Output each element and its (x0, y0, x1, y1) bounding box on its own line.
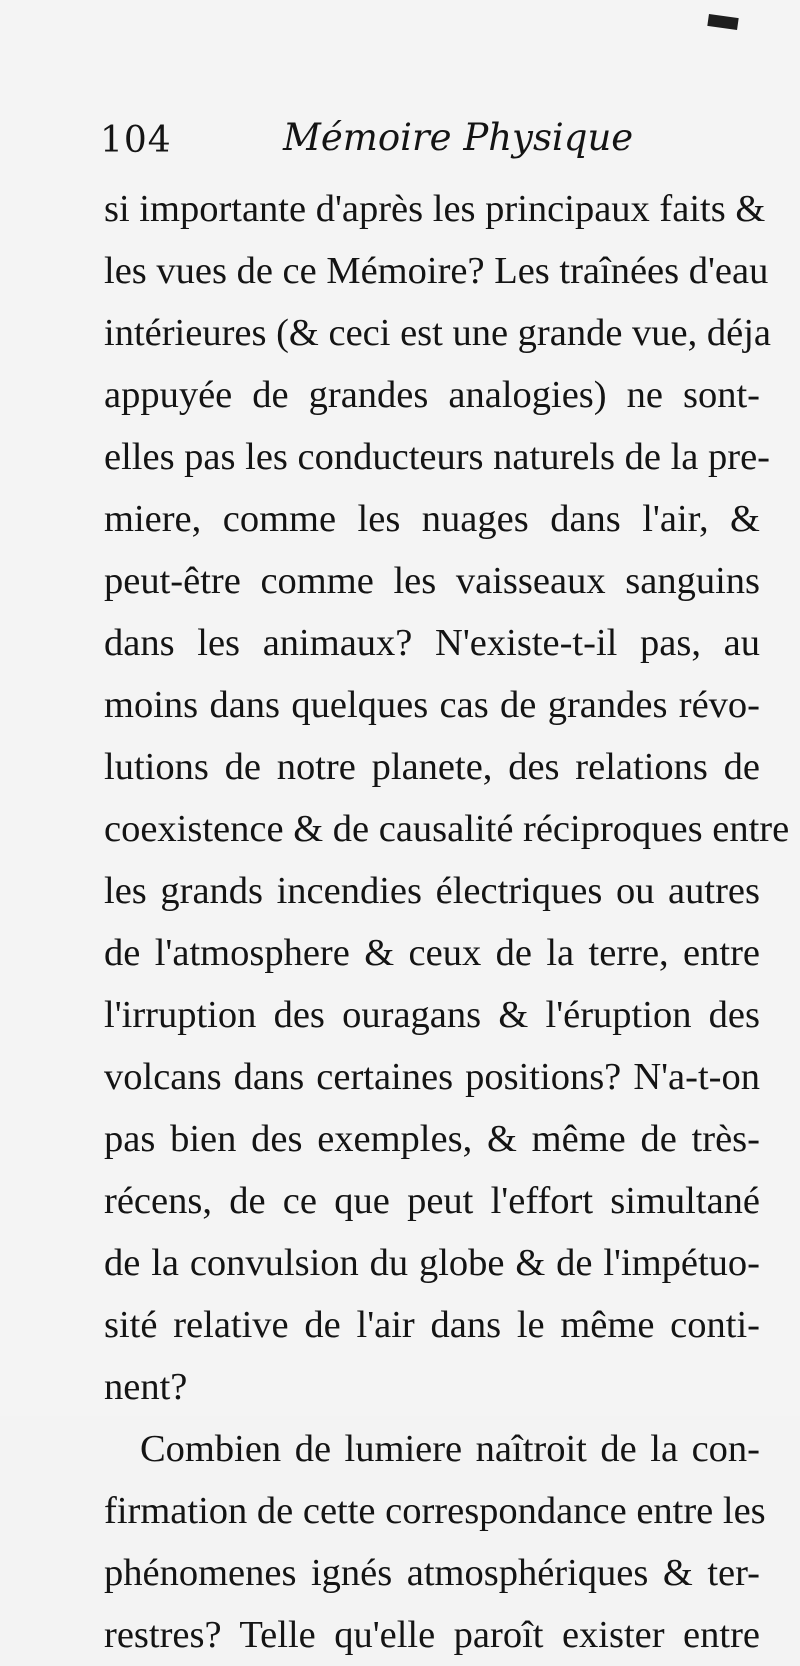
text-line: elles pas les conducteurs naturels de la pre- (104, 436, 771, 478)
text-line: intérieures (& ceci est une grande vue, déja (104, 312, 772, 354)
page-header (100, 112, 760, 172)
page-corner-mark (707, 14, 738, 30)
text-line: de l'atmosphere & ceux de la terre, entre (104, 932, 760, 974)
text-line: restres? Telle qu'elle paroît exister entre (104, 1614, 760, 1656)
text-line: l'irruption des ouragans & l'éruption des (104, 994, 760, 1036)
text-line: coexistence & de causalité réciproques entre (104, 808, 790, 850)
text-line: appuyée de grandes analogies) ne sont- (104, 374, 760, 416)
text-line: Combien de lumiere naîtroit de la con- (140, 1428, 760, 1470)
text-line: si importante d'après les principaux faits & (104, 188, 766, 230)
text-line: récens, de ce que peut l'effort simultané (104, 1180, 760, 1222)
text-line: moins dans quelques cas de grandes révo- (104, 684, 760, 726)
text-line: miere, comme les nuages dans l'air, & (104, 498, 760, 540)
running-title: Mémoire Physique (283, 116, 634, 159)
text-line: sité relative de l'air dans le même conti- (104, 1304, 760, 1346)
text-line: volcans dans certaines positions? N'a-t-on (104, 1056, 760, 1098)
text-line: phénomenes ignés atmosphériques & ter- (104, 1552, 760, 1594)
text-line: dans les animaux? N'existe-t-il pas, au (104, 622, 760, 664)
page-number: 104 (100, 120, 172, 161)
text-line: les vues de ce Mémoire? Les traînées d'eau (104, 250, 769, 292)
body-text (104, 178, 790, 1666)
text-line: nent? (104, 1366, 188, 1408)
text-line: lutions de notre planete, des relations de (104, 746, 760, 788)
text-line: peut-être comme les vaisseaux sanguins (104, 560, 760, 602)
text-line: pas bien des exemples, & même de très- (104, 1118, 760, 1160)
text-line: firmation de cette correspondance entre les (104, 1490, 766, 1532)
text-line: les grands incendies électriques ou autres (104, 870, 760, 912)
text-line: de la convulsion du globe & de l'impétuo- (104, 1242, 760, 1284)
